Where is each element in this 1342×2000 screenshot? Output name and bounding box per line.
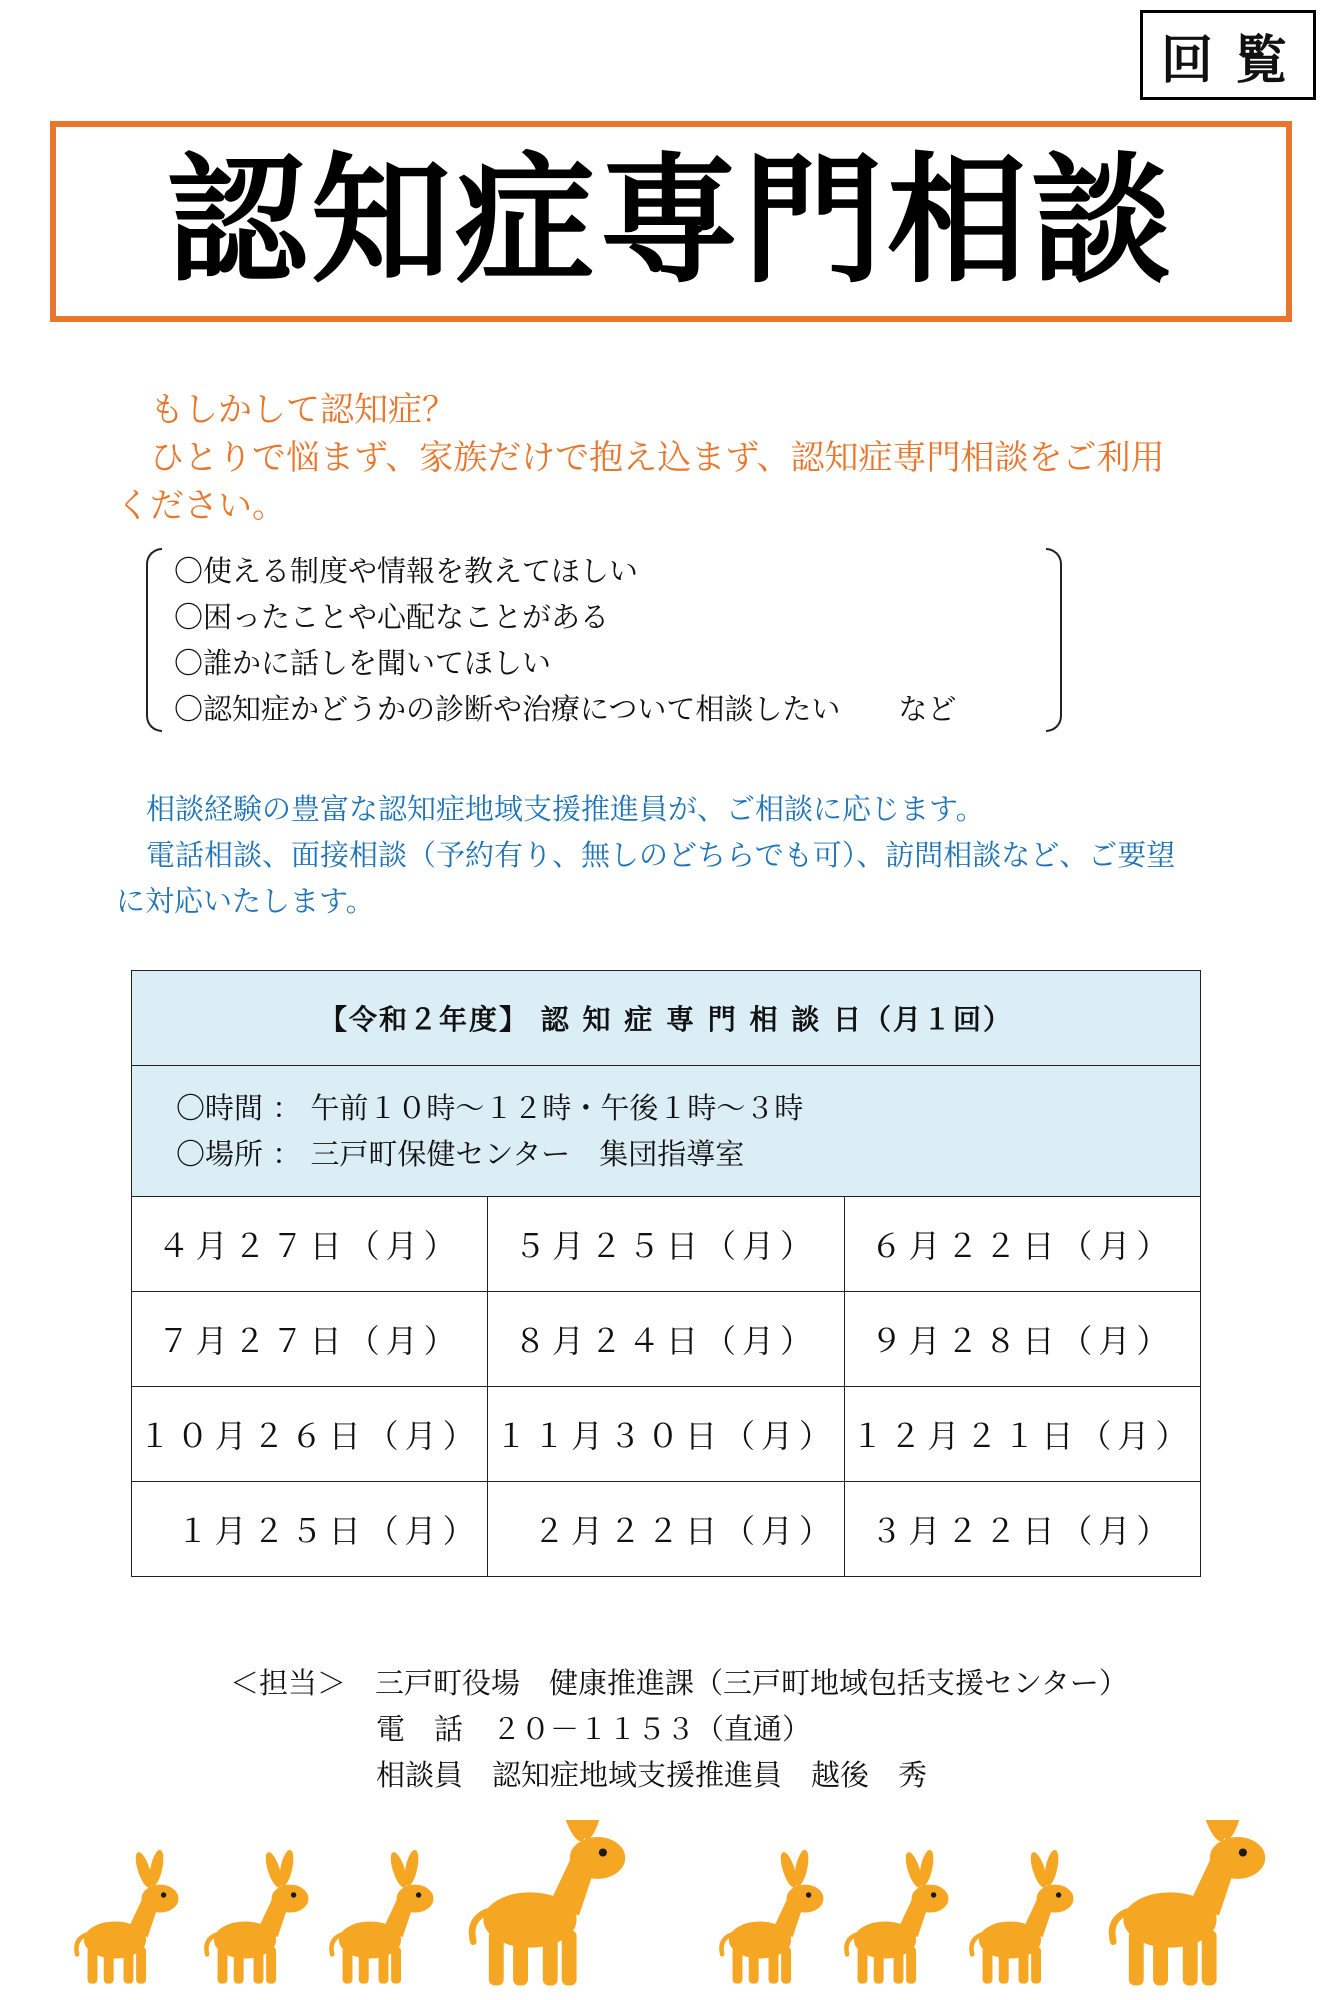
- right-bracket: [1046, 548, 1062, 732]
- schedule-header-row: [132, 971, 1201, 1066]
- date-cell: １０月２６日（月）: [132, 1387, 488, 1482]
- concerns-box: [146, 548, 1062, 738]
- date-cell: ８月２４日（月）: [488, 1292, 844, 1387]
- schedule-table: [131, 970, 1201, 1577]
- support-text: [116, 786, 1246, 924]
- date-cell: ７月２７日（月）: [132, 1292, 488, 1387]
- circulation-stamp: 回覧: [1140, 10, 1316, 100]
- date-cell: ９月２８日（月）: [844, 1292, 1200, 1387]
- date-cell: １２月２１日（月）: [844, 1387, 1200, 1482]
- support-line-3: に対応いたします。: [116, 884, 375, 918]
- date-cell: ３月２２日（月）: [844, 1482, 1200, 1577]
- date-cell: １月２５日（月）: [132, 1482, 488, 1577]
- intro-line-3: ください。: [116, 486, 286, 526]
- intro-line-1: もしかして認知症？: [150, 390, 456, 430]
- date-cell: ４月２７日（月）: [132, 1197, 488, 1292]
- donkey-icon: [76, 1820, 1264, 1985]
- support-line-2: 電話相談、面接相談（予約有り、無しのどちらでも可）、訪問相談など、ご要望: [146, 838, 1176, 872]
- date-row: [132, 1387, 1201, 1482]
- schedule-info: [132, 1066, 1201, 1197]
- concern-item: 〇困ったことや心配なことがある: [174, 600, 610, 634]
- date-row: [132, 1482, 1201, 1577]
- date-cell: １１月３０日（月）: [488, 1387, 844, 1482]
- date-row: [132, 1292, 1201, 1387]
- schedule-time: 〇時間 ： 午前１０時～１２時・午後１時～３時: [176, 1091, 804, 1125]
- concern-item: 〇使える制度や情報を教えてほしい: [174, 554, 639, 588]
- date-cell: ６月２２日（月）: [844, 1197, 1200, 1292]
- schedule-place: 〇場所 ： 三戸町保健センター 集団指導室: [176, 1137, 745, 1171]
- schedule-header: 【令和２年度】 認 知 症 専 門 相 談 日（月１回）: [132, 971, 1201, 1066]
- concerns-list: [146, 548, 1062, 732]
- contact-staff: 相談員 認知症地域支援推進員 越後 秀: [376, 1758, 928, 1792]
- title-box: [50, 121, 1292, 322]
- support-line-1: 相談経験の豊富な認知症地域支援推進員が、ご相談に応じます。: [146, 792, 985, 826]
- contact-dept: ＜担当＞ 三戸町役場 健康推進課（三戸町地域包括支援センター）: [230, 1666, 1128, 1700]
- contact-phone: 電 話 ２０－１１５３（直通）: [376, 1712, 812, 1746]
- concern-item: 〇認知症かどうかの診断や治療について相談したい など: [174, 692, 957, 726]
- date-row: [132, 1197, 1201, 1292]
- date-cell: ２月２２日（月）: [488, 1482, 844, 1577]
- donkey-decoration: [0, 1820, 1342, 2000]
- contact-info: [230, 1660, 1230, 1798]
- concern-item: 〇誰かに話しを聞いてほしい: [174, 646, 552, 680]
- intro-text: [116, 386, 1246, 530]
- left-bracket: [146, 548, 162, 732]
- page-title: 認知症専門相談: [166, 139, 1175, 303]
- date-cell: ５月２５日（月）: [488, 1197, 844, 1292]
- intro-line-2: ひとりで悩まず、家族だけで抱え込まず、認知症専門相談をご利用: [150, 438, 1165, 478]
- schedule-info-row: [132, 1066, 1201, 1197]
